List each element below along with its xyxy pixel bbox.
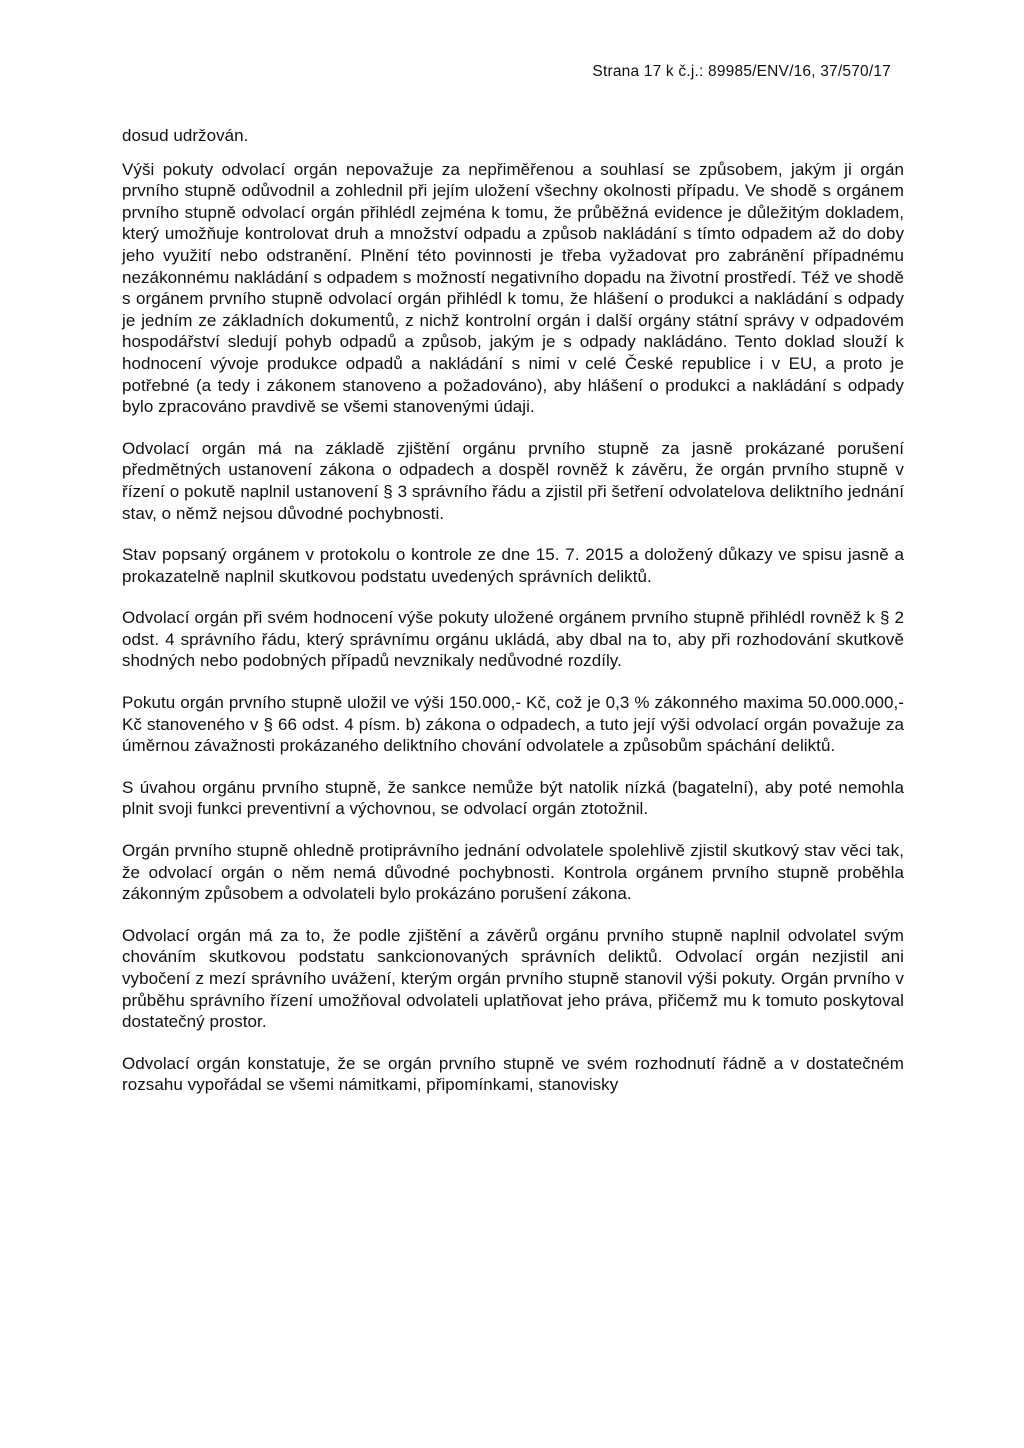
paragraph-facts-established: Orgán prvního stupně ohledně protiprávního jednání odvolatele spolehlivě zjistil skutkový stav věci tak, že odvolací orgán o něm nemá důvodné pochybnosti. Kontrola orgánem prvního stupně proběhla zákonným způsobem a odvolateli bylo prokázáno porušení zákona. [122,841,904,904]
paragraph-administrative-discretion: Odvolací orgán má za to, že podle zjištění a závěrů orgánu prvního stupně naplnil odvolatel svým chováním skutkovou podstatu sankcionovaných správních deliktů. Odvolací orgán nezjistil ani vybočení z mezí správního uvážení, kterým orgán prvního stupně stanovil výši pokuty. Orgán prvního v průběhu správního řízení umožňoval odvolateli uplatňovat jeho práva, přičemž mu k tomuto poskytoval dostatečný prostor. [122,925,904,1032]
paragraph-inspection-protocol: Stav popsaný orgánem v protokolu o kontrole ze dne 15. 7. 2015 a doložený důkazy ve spisu jasně a prokazatelně naplnil skutkovou podstatu uvedených správních deliktů. [122,545,904,586]
paragraph-penalty-amount: Výši pokuty odvolací orgán nepovažuje za nepřiměřenou a souhlasí se způsobem, jakým ji orgán prvního stupně odůvodnil a zohlednil při jejím uložení všechny okolnosti případu. Ve shodě s orgánem prvního stupně odvolací orgán přihlédl zejména k tomu, že průběžná evidence je důležitým dokladem, který umožňuje kontrolovat druh a množství odpadu a způsob nakládání s tímto odpadem až do doby jeho využití nebo odstranění. Plnění této povinnosti je třeba vyžadovat pro zabránění případnému nezákonnému nakládání s odpadem s možností negativního dopadu na životní prostředí. Též ve shodě s orgánem prvního stupně odvolací orgán přihlédl k tomu, že hlášení o produkci a nakládání s odpady je jedním ze základních dokumentů, z nichž kontrolní orgán i další orgány státní správy v odpadovém hospodářství sledují pohyb odpadů a způsob, jakým je s odpady nakládáno. Tento doklad slouží k hodnocení vývoje produkce odpadů a nakládání s nimi v celé České republice i v EU, a proto je potřebné (a tedy i zákonem stanoveno a požadováno), aby hlášení o produkci a nakládání s odpady bylo zpracováno pravdivě se všemi stanovenými údaji. [122,159,904,417]
paragraph-proven-violation: Odvolací orgán má na základě zjištění orgánu prvního stupně za jasně prokázané porušení předmětných ustanovení zákona o odpadech a dospěl rovněž k závěru, že orgán prvního stupně v řízení o pokutě naplnil ustanovení § 3 správního řádu a zjistil při šetření odvolatelova deliktního jednání stav, o němž nejsou důvodné pochybnosti. [122,438,904,523]
paragraph-consistency: Odvolací orgán při svém hodnocení výše pokuty uložené orgánem prvního stupně přihlédl rovněž k § 2 odst. 4 správního řádu, který správnímu orgánu ukládá, aby dbal na to, aby při rozhodování skutkově shodných nebo podobných případů nevznikaly nedůvodné rozdíly. [122,608,904,671]
paragraph-objections-addressed: Odvolací orgán konstatuje, že se orgán prvního stupně ve svém rozhodnutí řádně a v dostatečném rozsahu vypořádal se všemi námitkami, připomínkami, stanovisky [122,1053,904,1095]
paragraph-continuation: dosud udržován. [122,126,249,145]
paragraph-penalty-calculation: Pokutu orgán prvního stupně uložil ve výši 150.000,- Kč, což je 0,3 % zákonného maxima 50.000.000,- Kč stanoveného v § 66 odst. 4 písm. b) zákona o odpadech, a tuto její výši odvolací orgán považuje za úměrnou závažnosti prokázaného deliktního chování odvolatele a způsobům spáchání deliktů. [122,693,904,756]
document-body [122,125,904,1116]
page-reference-header: Strana 17 k č.j.: 89985/ENV/16, 37/570/17 [592,63,891,80]
paragraph-sanction-purpose: S úvahou orgánu prvního stupně, že sankce nemůže být natolik nízká (bagatelní), aby poté nemohla plnit svoji funkci preventivní a výchovnou, se odvolací orgán ztotožnil. [122,777,904,819]
